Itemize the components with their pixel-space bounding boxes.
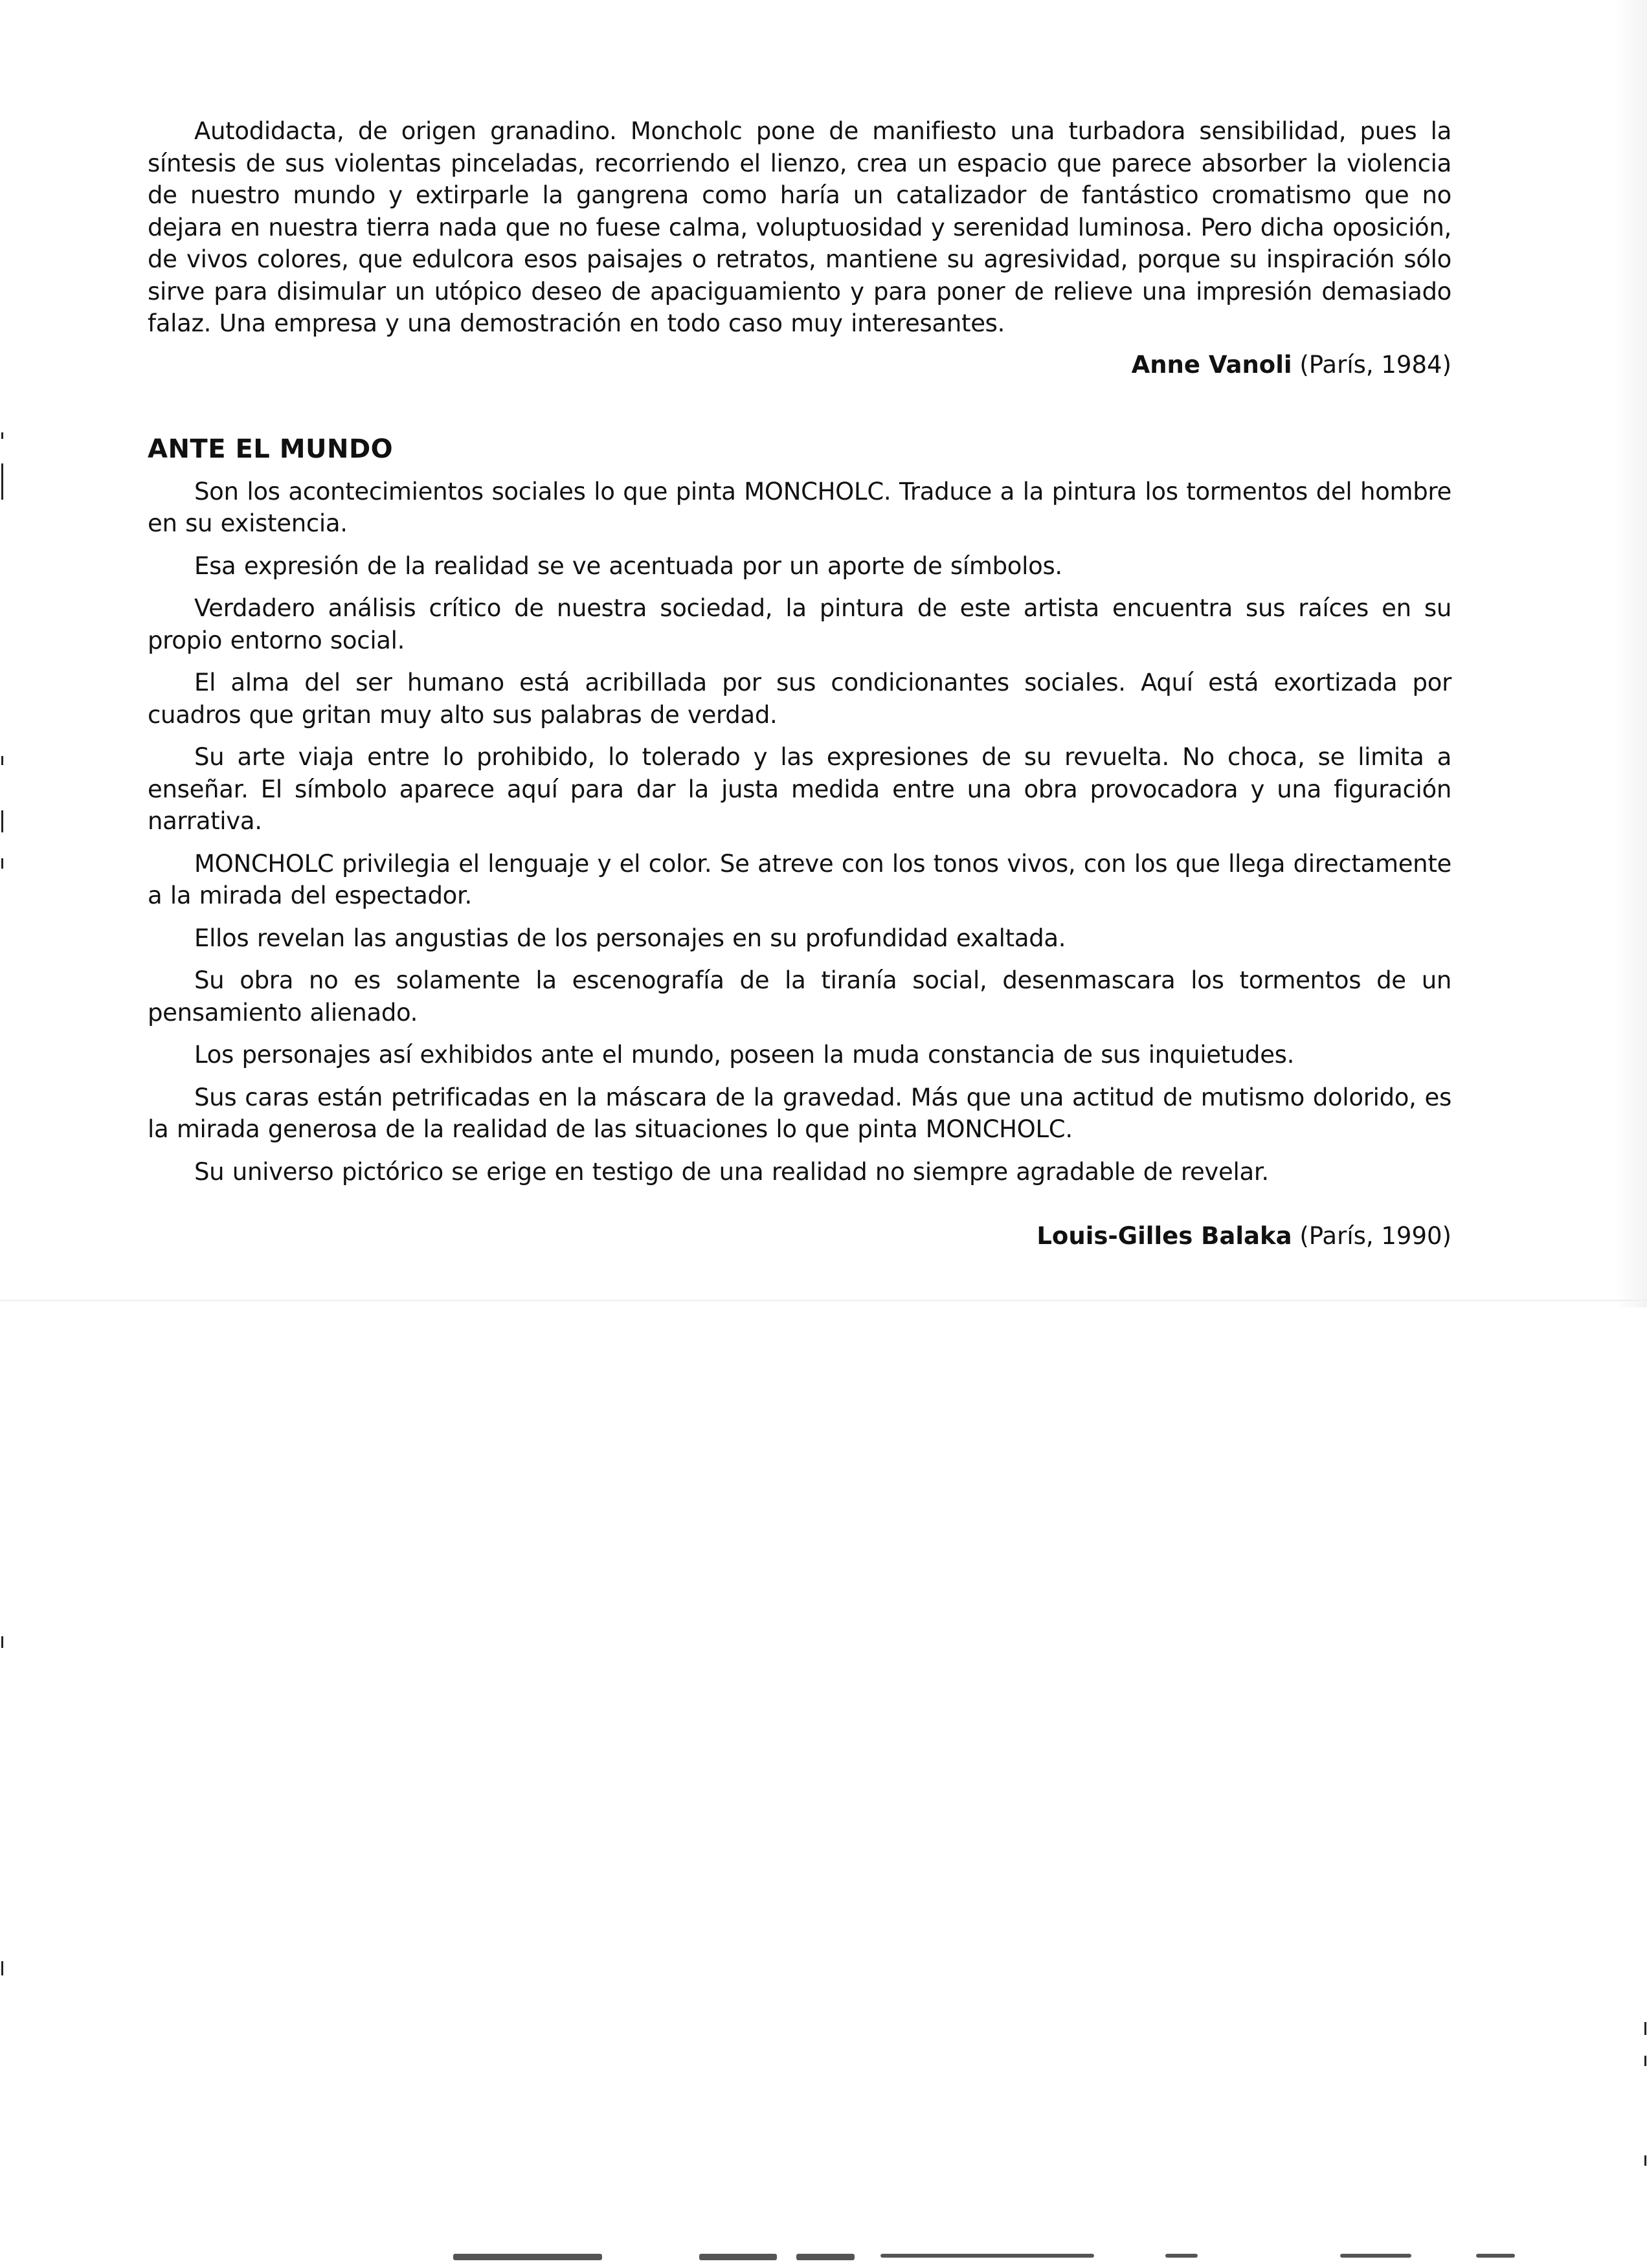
body-paragraph: Su arte viaja entre lo prohibido, lo tolerado y las expresiones de su revuelta. No choca, se limita a enseñar. El símbolo aparece aquí para dar la justa medida entre una obra provocadora y una figuración narrativa. [148, 743, 1451, 835]
scan-mark [1, 463, 3, 500]
scan-mark [1, 1636, 3, 1648]
scan-mark [1, 810, 3, 832]
signature-place-date: (París, 1990) [1299, 1222, 1451, 1250]
body-paragraph: Verdadero análisis crítico de nuestra sociedad, la pintura de este artista encuentra sus raíces en su propio entorno social. [148, 594, 1451, 654]
section-signature [148, 1220, 1451, 1252]
scan-mark [1, 858, 3, 869]
scan-fold-line [0, 1300, 1647, 1301]
body-paragraph: Son los acontecimientos sociales lo que pinta MONCHOLC. Traduce a la pintura los tormentos del hombre en su existencia. [148, 477, 1451, 537]
scan-smudge [796, 2254, 855, 2260]
scan-mark [1, 756, 3, 765]
body-paragraph: Los personajes así exhibidos ante el mundo, poseen la muda constancia de sus inquietudes. [194, 1041, 1295, 1069]
scan-smudge [1340, 2254, 1411, 2258]
scan-smudge [880, 2254, 1094, 2258]
scan-smudge [1476, 2254, 1515, 2258]
scan-smudge [453, 2254, 602, 2260]
body-paragraph: Su universo pictórico se erige en testigo de una realidad no siempre agradable de revelar. [194, 1157, 1269, 1186]
scan-mark [1, 1961, 3, 1975]
scan-mark [1644, 2056, 1646, 2066]
section-heading: ANTE EL MUNDO [148, 434, 394, 464]
signature-author: Louis-Gilles Balaka [1036, 1222, 1292, 1250]
document-body [148, 115, 1451, 1252]
body-paragraph: MONCHOLC privilegia el lenguaje y el color. Se atreve con los tonos vivos, con los que llega directamente a la mirada del espectador. [148, 849, 1451, 909]
scan-mark [1, 432, 3, 439]
scan-mark [1644, 2022, 1646, 2035]
body-paragraph: Ellos revelan las angustias de los personajes en su profundidad exaltada. [194, 924, 1066, 952]
body-paragraph: El alma del ser humano está acribillada por sus condicionantes sociales. Aquí está exortizada por cuadros que gritan muy alto sus palabras de verdad. [148, 669, 1451, 729]
intro-paragraph: Autodidacta, de origen granadino. Moncholc pone de manifiesto una turbadora sensibilidad, pues la síntesis de sus violentas pinceladas, recorriendo el lienzo, crea un espacio que parece absorber la violencia de nuestro mundo y extirparle la gangrena como haría un catalizador de fantástico cromatismo que no dejara en nuestra tierra nada que no fuese calma, voluptuosidad y serenidad luminosa. Pero dicha oposición, de vivos colores, que edulcora esos paisajes o retratos, mantiene su agresividad, porque su inspiración sólo sirve para disimular un utópico deseo de apaciguamiento y para poner de relieve una impresión demasiado falaz. Una empresa y una demostración en todo caso muy interesantes. [148, 117, 1451, 337]
body-paragraph: Sus caras están petrificadas en la máscara de la gravedad. Más que una actitud de mutismo dolorido, es la mirada generosa de la realidad de las situaciones lo que pinta MONCHOLC. [148, 1083, 1451, 1143]
signature-author: Anne Vanoli [1131, 350, 1292, 379]
scan-mark [1644, 2155, 1646, 2166]
scan-smudge [1165, 2254, 1198, 2258]
body-paragraph: Esa expresión de la realidad se ve acentuada por un aporte de símbolos. [194, 551, 1062, 580]
scan-edge-shadow [1615, 0, 1647, 1307]
scan-smudge [699, 2254, 777, 2260]
intro-signature [148, 349, 1451, 381]
body-paragraph: Su obra no es solamente la escenografía de la tiranía social, desenmascara los tormentos de un pensamiento alienado. [148, 966, 1451, 1027]
signature-place-date: (París, 1984) [1299, 350, 1451, 379]
